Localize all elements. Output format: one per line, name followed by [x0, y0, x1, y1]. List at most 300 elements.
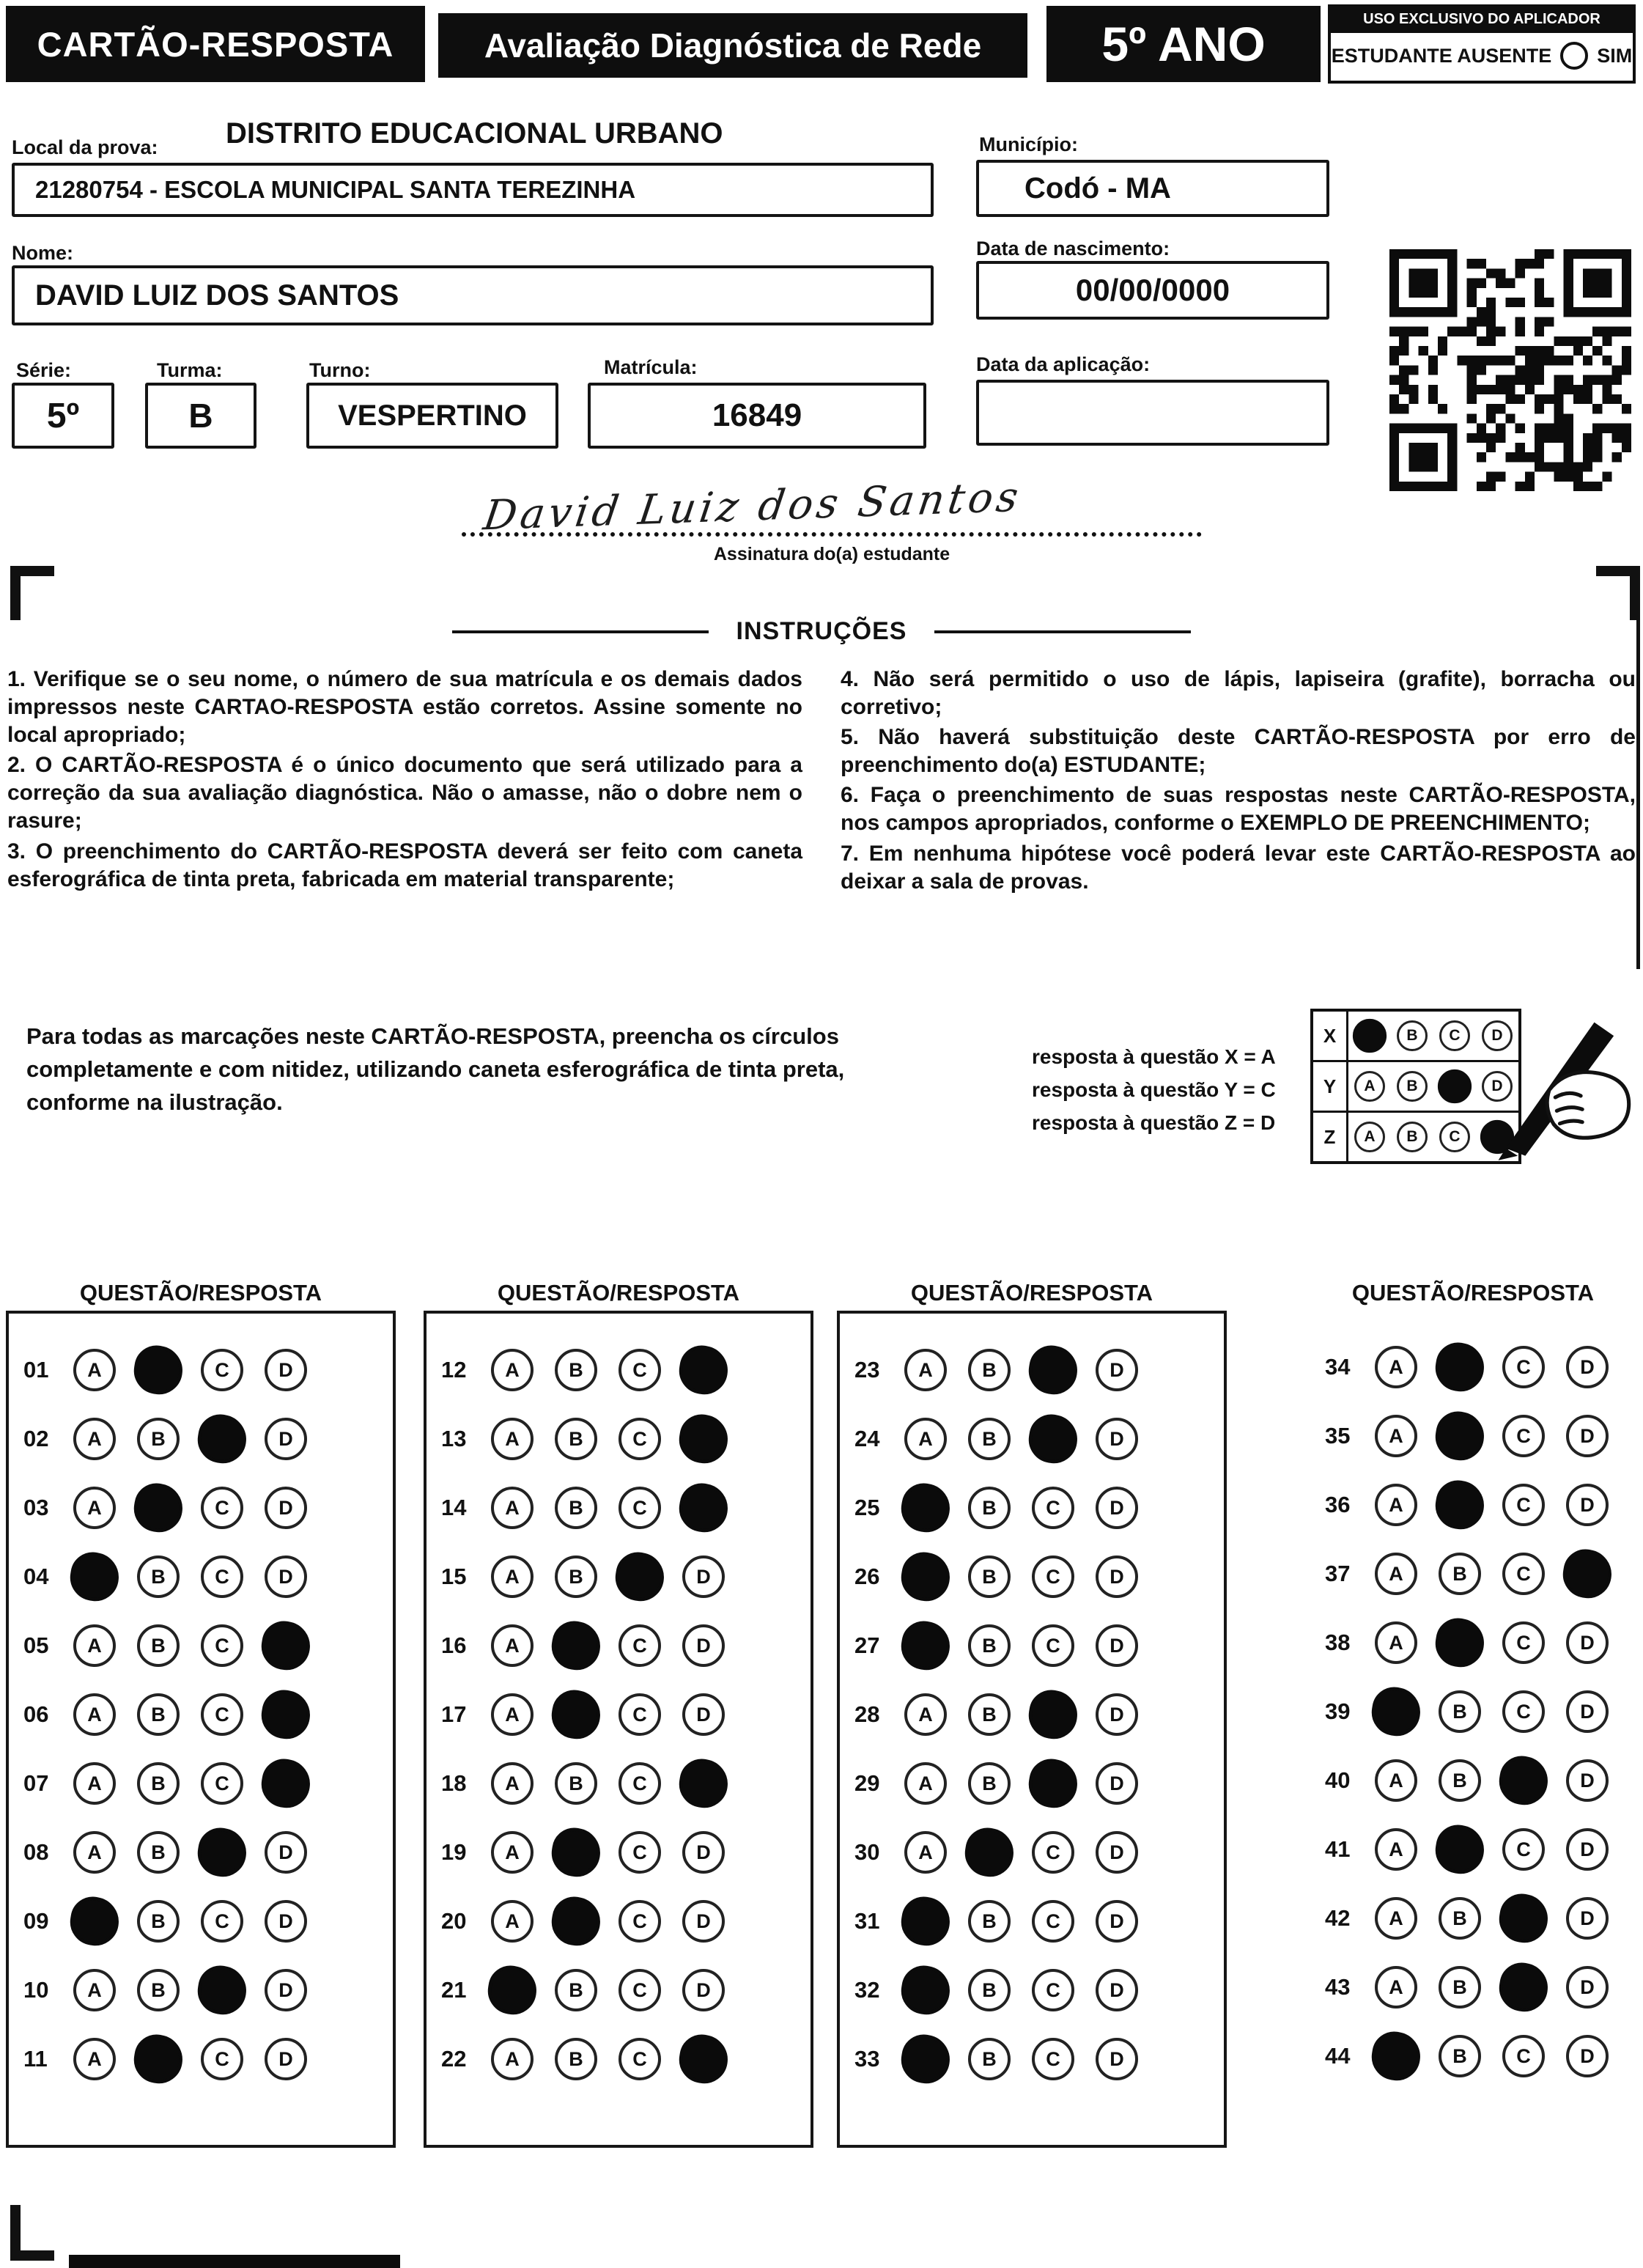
- turno-field: VESPERTINO: [306, 383, 558, 449]
- instructions-left: [7, 666, 802, 898]
- q07-option-c[interactable]: C: [201, 1762, 243, 1805]
- q03-option-b[interactable]: [130, 1480, 186, 1536]
- divider-left: [452, 630, 709, 633]
- question-number: 12: [441, 1357, 467, 1382]
- q38-option-c[interactable]: C: [1502, 1621, 1545, 1664]
- q07-option-d[interactable]: [258, 1756, 314, 1811]
- q41-option-d[interactable]: D: [1566, 1828, 1609, 1871]
- q16-option-d[interactable]: D: [682, 1624, 725, 1667]
- q34-option-d[interactable]: D: [1566, 1346, 1609, 1388]
- q19-option-a[interactable]: A: [491, 1831, 533, 1874]
- q08-option-b[interactable]: B: [137, 1831, 180, 1874]
- instruction-item: 1. Verifique se o seu nome, o número de sua matrícula e os demais dados impressos neste CARTAO-RESPOSTA estão corretos. Assine somente no local apropriado;: [7, 667, 802, 748]
- question-number: 35: [1325, 1423, 1351, 1448]
- q29-option-c[interactable]: [1025, 1756, 1081, 1811]
- question-number: 41: [1325, 1836, 1351, 1862]
- q37-option-b[interactable]: B: [1439, 1553, 1481, 1595]
- q35-option-c[interactable]: C: [1502, 1415, 1545, 1457]
- turma-field: B: [145, 383, 256, 449]
- q17-option-a[interactable]: A: [491, 1693, 533, 1736]
- q25-option-d[interactable]: D: [1096, 1487, 1138, 1529]
- example-cell: [1433, 1012, 1476, 1060]
- example-bubble-a: A: [1354, 1071, 1385, 1102]
- example-bubble-d: D: [1482, 1071, 1513, 1102]
- example-row-label: Y: [1313, 1062, 1348, 1111]
- question-row-31: [840, 1887, 1224, 1956]
- question-row-42: [1310, 1884, 1643, 1953]
- question-number: 23: [854, 1357, 880, 1382]
- example-bubble-c: [1438, 1069, 1472, 1103]
- instruction-item: 7. Em nenhuma hipótese você poderá levar este CARTÃO-RESPOSTA ao deixar a sala de provas.: [841, 841, 1636, 894]
- q05-option-b[interactable]: B: [137, 1624, 180, 1667]
- q30-option-c[interactable]: C: [1032, 1831, 1074, 1874]
- q38-option-b[interactable]: [1432, 1615, 1488, 1671]
- question-number: 07: [23, 1770, 49, 1796]
- q40-option-b[interactable]: B: [1439, 1759, 1481, 1802]
- answers-column-1: [6, 1311, 396, 2148]
- q35-option-b[interactable]: [1432, 1408, 1488, 1464]
- example-bubble-b: B: [1397, 1122, 1428, 1152]
- answers-header-4: QUESTÃO/RESPOSTA: [1351, 1280, 1595, 1306]
- q22-option-a[interactable]: A: [491, 2038, 533, 2080]
- q07-option-a[interactable]: A: [73, 1762, 116, 1805]
- question-row-09: [9, 1887, 393, 1956]
- q31-option-d[interactable]: D: [1096, 1900, 1138, 1943]
- question-number: 24: [854, 1426, 880, 1451]
- q32-option-b[interactable]: B: [968, 1969, 1011, 2011]
- question-row-25: [840, 1473, 1224, 1542]
- q21-option-b[interactable]: B: [555, 1969, 597, 2011]
- q06-option-c[interactable]: C: [201, 1693, 243, 1736]
- q39-option-d[interactable]: D: [1566, 1690, 1609, 1733]
- q20-option-b[interactable]: [548, 1893, 604, 1949]
- question-number: 26: [854, 1564, 880, 1589]
- q24-option-c[interactable]: [1025, 1411, 1081, 1467]
- q09-option-a[interactable]: [67, 1893, 122, 1949]
- q20-option-c[interactable]: C: [619, 1900, 661, 1943]
- q38-option-d[interactable]: D: [1566, 1621, 1609, 1664]
- example-answer-lines: [1032, 1041, 1276, 1139]
- q28-option-b[interactable]: B: [968, 1693, 1011, 1736]
- q33-option-b[interactable]: B: [968, 2038, 1011, 2080]
- q26-option-c[interactable]: C: [1032, 1555, 1074, 1598]
- q08-option-d[interactable]: D: [265, 1831, 307, 1874]
- q39-option-c[interactable]: C: [1502, 1690, 1545, 1733]
- question-number: 16: [441, 1632, 467, 1658]
- question-row-37: [1310, 1539, 1643, 1608]
- q42-option-a[interactable]: A: [1375, 1897, 1417, 1940]
- q22-option-c[interactable]: C: [619, 2038, 661, 2080]
- q10-option-a[interactable]: A: [73, 1969, 116, 2011]
- q02-option-a[interactable]: A: [73, 1418, 116, 1460]
- q05-option-c[interactable]: C: [201, 1624, 243, 1667]
- q04-option-a[interactable]: [67, 1549, 122, 1605]
- question-row-43: [1310, 1953, 1643, 2022]
- q40-option-d[interactable]: D: [1566, 1759, 1609, 1802]
- q01-option-a[interactable]: A: [73, 1349, 116, 1391]
- q43-option-a[interactable]: A: [1375, 1966, 1417, 2009]
- absent-bubble[interactable]: [1560, 42, 1588, 70]
- q29-option-d[interactable]: D: [1096, 1762, 1138, 1805]
- q30-option-a[interactable]: A: [904, 1831, 947, 1874]
- q22-option-d[interactable]: [676, 2031, 731, 2087]
- q40-option-c[interactable]: [1496, 1753, 1551, 1808]
- q42-option-c[interactable]: [1496, 1890, 1551, 1946]
- question-number: 27: [854, 1632, 880, 1658]
- question-row-01: [9, 1336, 393, 1404]
- q20-option-a[interactable]: A: [491, 1900, 533, 1943]
- q10-option-b[interactable]: B: [137, 1969, 180, 2011]
- q12-option-a[interactable]: A: [491, 1349, 533, 1391]
- q05-option-a[interactable]: A: [73, 1624, 116, 1667]
- question-row-12: [427, 1336, 811, 1404]
- q09-option-d[interactable]: D: [265, 1900, 307, 1943]
- question-number: 01: [23, 1357, 49, 1382]
- q24-option-a[interactable]: A: [904, 1418, 947, 1460]
- q02-option-c[interactable]: [194, 1411, 250, 1467]
- q09-option-b[interactable]: B: [137, 1900, 180, 1943]
- question-row-22: [427, 2025, 811, 2094]
- question-number: 39: [1325, 1698, 1351, 1724]
- q05-option-d[interactable]: [258, 1618, 314, 1674]
- q06-option-a[interactable]: A: [73, 1693, 116, 1736]
- q13-option-c[interactable]: C: [619, 1418, 661, 1460]
- q02-option-d[interactable]: D: [265, 1418, 307, 1460]
- example-row-label: Z: [1313, 1113, 1348, 1161]
- q34-option-b[interactable]: [1432, 1339, 1488, 1395]
- q42-option-b[interactable]: B: [1439, 1897, 1481, 1940]
- signature-block: [462, 466, 1202, 565]
- q30-option-d[interactable]: D: [1096, 1831, 1138, 1874]
- q01-option-d[interactable]: D: [265, 1349, 307, 1391]
- instructions-right: [841, 666, 1636, 898]
- question-row-29: [840, 1749, 1224, 1818]
- question-number: 31: [854, 1908, 880, 1934]
- q32-option-c[interactable]: C: [1032, 1969, 1074, 2011]
- q23-option-c[interactable]: [1025, 1342, 1081, 1398]
- turno-label: Turno:: [309, 359, 371, 381]
- grade-badge: 5º ANO: [1046, 6, 1321, 82]
- q44-option-c[interactable]: C: [1502, 2035, 1545, 2077]
- q13-option-a[interactable]: A: [491, 1418, 533, 1460]
- q09-option-c[interactable]: C: [201, 1900, 243, 1943]
- question-number: 42: [1325, 1905, 1351, 1931]
- question-number: 11: [23, 2046, 48, 2072]
- form-title: CARTÃO-RESPOSTA: [6, 6, 425, 82]
- instruction-item: 6. Faça o preenchimento de suas respostas neste CARTÃO-RESPOSTA, nos campos apropriados, conforme o EXEMPLO DE PREENCHIMENTO;: [841, 783, 1636, 836]
- aplicador-box: [1328, 4, 1636, 84]
- q04-option-c[interactable]: C: [201, 1555, 243, 1598]
- turma-label: Turma:: [157, 359, 223, 381]
- q21-option-c[interactable]: C: [619, 1969, 661, 2011]
- q33-option-c[interactable]: C: [1032, 2038, 1074, 2080]
- crop-mark-top-left: [10, 566, 54, 620]
- question-number: 10: [23, 1977, 49, 2003]
- question-number: 40: [1325, 1767, 1351, 1793]
- question-row-15: [427, 1542, 811, 1611]
- answers-column-2: [424, 1311, 813, 2148]
- q11-option-d[interactable]: D: [265, 2038, 307, 2080]
- q27-option-c[interactable]: C: [1032, 1624, 1074, 1667]
- aplicacao-label: Data da aplicação:: [976, 353, 1151, 375]
- q13-option-b[interactable]: B: [555, 1418, 597, 1460]
- q33-option-d[interactable]: D: [1096, 2038, 1138, 2080]
- q01-option-b[interactable]: [130, 1342, 186, 1398]
- q38-option-a[interactable]: A: [1375, 1621, 1417, 1664]
- example-cell: [1348, 1062, 1391, 1111]
- question-row-39: [1310, 1677, 1643, 1746]
- nascimento-field: 00/00/0000: [976, 261, 1329, 320]
- q36-option-c[interactable]: C: [1502, 1484, 1545, 1526]
- question-number: 34: [1325, 1354, 1351, 1380]
- q04-option-b[interactable]: B: [137, 1555, 180, 1598]
- q14-option-c[interactable]: C: [619, 1487, 661, 1529]
- q34-option-a[interactable]: A: [1375, 1346, 1417, 1388]
- signature-line[interactable]: [462, 466, 1202, 540]
- q22-option-b[interactable]: B: [555, 2038, 597, 2080]
- q27-option-b[interactable]: B: [968, 1624, 1011, 1667]
- q29-option-b[interactable]: B: [968, 1762, 1011, 1805]
- q18-option-c[interactable]: C: [619, 1762, 661, 1805]
- question-number: 13: [441, 1426, 467, 1451]
- q11-option-b[interactable]: [130, 2031, 186, 2087]
- q17-option-c[interactable]: C: [619, 1693, 661, 1736]
- q14-option-a[interactable]: A: [491, 1487, 533, 1529]
- example-answer-line: resposta à questão X = A: [1032, 1045, 1276, 1068]
- q23-option-b[interactable]: B: [968, 1349, 1011, 1391]
- q37-option-c[interactable]: C: [1502, 1553, 1545, 1595]
- question-number: 21: [441, 1977, 467, 2003]
- question-row-27: [840, 1611, 1224, 1680]
- q30-option-b[interactable]: [961, 1825, 1017, 1880]
- q13-option-d[interactable]: [676, 1411, 731, 1467]
- q25-option-b[interactable]: B: [968, 1487, 1011, 1529]
- q15-option-d[interactable]: D: [682, 1555, 725, 1598]
- aplicacao-field: [976, 380, 1329, 446]
- q10-option-d[interactable]: D: [265, 1969, 307, 2011]
- q43-option-d[interactable]: D: [1566, 1966, 1609, 2009]
- q35-option-d[interactable]: D: [1566, 1415, 1609, 1457]
- q15-option-b[interactable]: B: [555, 1555, 597, 1598]
- q19-option-d[interactable]: D: [682, 1831, 725, 1874]
- instruction-item: 3. O preenchimento do CARTÃO-RESPOSTA deverá ser feito com caneta esferográfica de tinta preta, fabricada em material transparente;: [7, 839, 802, 891]
- hand-pen-illustration: [1486, 1001, 1636, 1163]
- signature-handwriting: David Luiz dos Santos: [480, 473, 1025, 540]
- q19-option-b[interactable]: [548, 1825, 604, 1880]
- question-row-34: [1310, 1333, 1643, 1402]
- q25-option-c[interactable]: C: [1032, 1487, 1074, 1529]
- q37-option-a[interactable]: A: [1375, 1553, 1417, 1595]
- divider-right: [934, 630, 1191, 633]
- q14-option-b[interactable]: B: [555, 1487, 597, 1529]
- serie-label: Série:: [16, 359, 72, 381]
- q32-option-a[interactable]: [898, 1962, 953, 2018]
- q39-option-b[interactable]: B: [1439, 1690, 1481, 1733]
- q28-option-c[interactable]: [1025, 1687, 1081, 1742]
- q14-option-d[interactable]: [676, 1480, 731, 1536]
- example-bubble-c: C: [1439, 1122, 1470, 1152]
- absent-label: ESTUDANTE AUSENTE: [1331, 44, 1552, 67]
- q04-option-d[interactable]: D: [265, 1555, 307, 1598]
- q01-option-c[interactable]: C: [201, 1349, 243, 1391]
- example-row-label: X: [1313, 1012, 1348, 1060]
- q12-option-b[interactable]: B: [555, 1349, 597, 1391]
- q36-option-b[interactable]: [1432, 1477, 1488, 1533]
- q08-option-a[interactable]: A: [73, 1831, 116, 1874]
- q32-option-d[interactable]: D: [1096, 1969, 1138, 2011]
- example-cell: [1348, 1012, 1391, 1060]
- aplicador-title: USO EXCLUSIVO DO APLICADOR: [1331, 7, 1633, 33]
- q31-option-b[interactable]: B: [968, 1900, 1011, 1943]
- q24-option-d[interactable]: D: [1096, 1418, 1138, 1460]
- question-number: 06: [23, 1701, 49, 1727]
- q41-option-a[interactable]: A: [1375, 1828, 1417, 1871]
- q28-option-d[interactable]: D: [1096, 1693, 1138, 1736]
- example-cell: [1391, 1012, 1433, 1060]
- example-cell: [1433, 1062, 1476, 1111]
- municipio-field: Codó - MA: [976, 160, 1329, 217]
- example-cell: [1391, 1113, 1433, 1161]
- instructions-columns: [7, 666, 1636, 898]
- question-row-03: [9, 1473, 393, 1542]
- q33-option-a[interactable]: [898, 2031, 953, 2087]
- question-row-19: [427, 1818, 811, 1887]
- q26-option-d[interactable]: D: [1096, 1555, 1138, 1598]
- serie-field: 5º: [12, 383, 114, 449]
- q25-option-a[interactable]: [898, 1480, 953, 1536]
- q44-option-d[interactable]: D: [1566, 2035, 1609, 2077]
- question-number: 02: [23, 1426, 49, 1451]
- question-row-40: [1310, 1746, 1643, 1815]
- q15-option-a[interactable]: A: [491, 1555, 533, 1598]
- q34-option-c[interactable]: C: [1502, 1346, 1545, 1388]
- question-number: 20: [441, 1908, 467, 1934]
- q23-option-a[interactable]: A: [904, 1349, 947, 1391]
- question-number: 05: [23, 1632, 49, 1658]
- bottom-registration-bar: [69, 2255, 400, 2268]
- q43-option-c[interactable]: [1496, 1959, 1551, 2015]
- question-number: 17: [441, 1701, 467, 1727]
- question-row-38: [1310, 1608, 1643, 1677]
- q21-option-a[interactable]: [484, 1962, 540, 2018]
- question-row-30: [840, 1818, 1224, 1887]
- form-subtitle: Avaliação Diagnóstica de Rede: [438, 13, 1027, 78]
- question-row-21: [427, 1956, 811, 2025]
- q36-option-d[interactable]: D: [1566, 1484, 1609, 1526]
- q41-option-c[interactable]: C: [1502, 1828, 1545, 1871]
- q08-option-c[interactable]: [194, 1825, 250, 1880]
- question-row-36: [1310, 1470, 1643, 1539]
- q11-option-a[interactable]: A: [73, 2038, 116, 2080]
- q16-option-a[interactable]: A: [491, 1624, 533, 1667]
- fill-note: Para todas as marcações neste CARTÃO-RESPOSTA, preencha os círculos completamente e com nitidez, utilizando caneta esferográfica de tinta preta, conforme na ilustração.: [26, 1023, 845, 1115]
- right-edge-rule: [1636, 620, 1640, 969]
- q31-option-c[interactable]: C: [1032, 1900, 1074, 1943]
- q06-option-b[interactable]: B: [137, 1693, 180, 1736]
- question-number: 25: [854, 1495, 880, 1520]
- school-field: 21280754 - ESCOLA MUNICIPAL SANTA TEREZINHA: [12, 163, 934, 217]
- q41-option-b[interactable]: [1432, 1822, 1488, 1877]
- q11-option-c[interactable]: C: [201, 2038, 243, 2080]
- q07-option-b[interactable]: B: [137, 1762, 180, 1805]
- question-row-35: [1310, 1402, 1643, 1470]
- question-row-24: [840, 1404, 1224, 1473]
- local-label: Local da prova:: [12, 136, 158, 158]
- crop-mark-bottom-left: [10, 2205, 54, 2261]
- q31-option-a[interactable]: [898, 1893, 953, 1949]
- q37-option-d[interactable]: [1559, 1546, 1615, 1602]
- question-number: 28: [854, 1701, 880, 1727]
- example-bubble-a: [1353, 1019, 1387, 1053]
- example-cell: [1348, 1113, 1391, 1161]
- q21-option-d[interactable]: D: [682, 1969, 725, 2011]
- instructions-title: INSTRUÇÕES: [736, 617, 907, 645]
- q12-option-d[interactable]: [676, 1342, 731, 1398]
- q02-option-b[interactable]: B: [137, 1418, 180, 1460]
- instructions-header: [0, 617, 1643, 646]
- q17-option-d[interactable]: D: [682, 1693, 725, 1736]
- q12-option-c[interactable]: C: [619, 1349, 661, 1391]
- q18-option-d[interactable]: [676, 1756, 731, 1811]
- answers-header-1: QUESTÃO/RESPOSTA: [79, 1280, 322, 1306]
- example-bubble-b: B: [1397, 1071, 1428, 1102]
- q16-option-c[interactable]: C: [619, 1624, 661, 1667]
- q44-option-a[interactable]: [1368, 2028, 1424, 2084]
- q03-option-d[interactable]: D: [265, 1487, 307, 1529]
- question-row-32: [840, 1956, 1224, 2025]
- q16-option-b[interactable]: [548, 1618, 604, 1674]
- q29-option-a[interactable]: A: [904, 1762, 947, 1805]
- q35-option-a[interactable]: A: [1375, 1415, 1417, 1457]
- question-row-10: [9, 1956, 393, 2025]
- q10-option-c[interactable]: [194, 1962, 250, 2018]
- q26-option-a[interactable]: [898, 1549, 953, 1605]
- q18-option-a[interactable]: A: [491, 1762, 533, 1805]
- q40-option-a[interactable]: A: [1375, 1759, 1417, 1802]
- q36-option-a[interactable]: A: [1375, 1484, 1417, 1526]
- question-row-16: [427, 1611, 811, 1680]
- q23-option-d[interactable]: D: [1096, 1349, 1138, 1391]
- q19-option-c[interactable]: C: [619, 1831, 661, 1874]
- q18-option-b[interactable]: B: [555, 1762, 597, 1805]
- q44-option-b[interactable]: B: [1439, 2035, 1481, 2077]
- q03-option-c[interactable]: C: [201, 1487, 243, 1529]
- q43-option-b[interactable]: B: [1439, 1966, 1481, 2009]
- q17-option-b[interactable]: [548, 1687, 604, 1742]
- q27-option-d[interactable]: D: [1096, 1624, 1138, 1667]
- municipio-label: Município:: [979, 133, 1078, 155]
- q20-option-d[interactable]: D: [682, 1900, 725, 1943]
- question-number: 33: [854, 2046, 880, 2072]
- question-number: 09: [23, 1908, 49, 1934]
- signature-label: Assinatura do(a) estudante: [713, 544, 950, 564]
- answers-column-3: [837, 1311, 1227, 2148]
- q03-option-a[interactable]: A: [73, 1487, 116, 1529]
- question-number: 15: [441, 1564, 467, 1589]
- q42-option-d[interactable]: D: [1566, 1897, 1609, 1940]
- q39-option-a[interactable]: [1368, 1684, 1424, 1739]
- question-row-13: [427, 1404, 811, 1473]
- q24-option-b[interactable]: B: [968, 1418, 1011, 1460]
- q06-option-d[interactable]: [258, 1687, 314, 1742]
- crop-mark-top-right: [1596, 566, 1640, 620]
- question-row-41: [1310, 1815, 1643, 1884]
- q28-option-a[interactable]: A: [904, 1693, 947, 1736]
- q26-option-b[interactable]: B: [968, 1555, 1011, 1598]
- q27-option-a[interactable]: [898, 1618, 953, 1674]
- question-number: 03: [23, 1495, 49, 1520]
- q15-option-c[interactable]: [612, 1549, 668, 1605]
